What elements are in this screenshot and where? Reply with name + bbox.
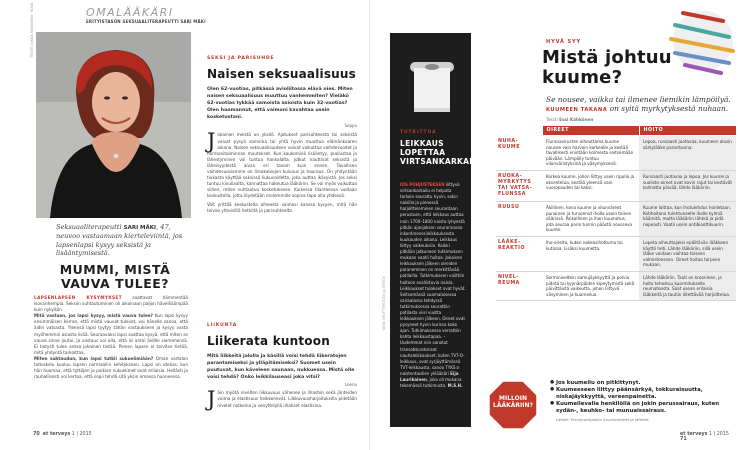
row-hoito: Lähde lääkäriin. Tauti on krooninen, ja hoito tehostuu kuormitukselle reumatoosta. Saat usean erilaisia lääkkeitä ja tautiin liitettävää harjoittelua. [639, 271, 736, 300]
study-text-3: Leikkaukset tulokset ovat hyvät. Seitsemässä suomalaisessa sairaalassa tehdyssä tutkimuksessa seurattiin potilasta viisi vuotta leikkauksen jälkeen. Oireet ovat pysyneet hyvin kurissa koko ajan. Tutkimuksessa verrattiin kahta leikkaustapaa. [400, 285, 466, 340]
study-text-2: Leikkaus liittyy vaikeuksiin. Kaikki pitkään jatkuneen tutkimuksen mukaan vaatii hoitoa. Jokaisen leikkauksen jälkeen oireiden paraneminen on merkittävää potilailla. Tutkimukseen valittiin hoitoon osallistuvia naisia. [400, 236, 465, 285]
credit-label: Teksti [546, 117, 560, 122]
article-subtitle [546, 95, 736, 115]
row-label: RUOKA-MYRKYTYS TAI VATSA-FLUNSSA [496, 170, 542, 201]
section2-signature: Leena [344, 382, 357, 388]
section-exercise [207, 323, 357, 412]
source-note: Lähde: Terveyskirjaston kuumeohjeet ja lähteet [556, 417, 649, 422]
article-title [542, 48, 672, 88]
row-oireet: Äkillinen, kova kuume ja vilunväreet punainen ja turvonnut iholla usein toinen säärissä. Paikallinen ja ihon kuumotus, jota seuraa parin tunnin päästä nousseva kuume. [542, 201, 639, 236]
section1-body [207, 129, 357, 199]
question2-bold: Miten suhtaudun, kun lapsi tutkii sukuelimiään? [34, 355, 154, 361]
section2-dropcap: J [207, 387, 216, 412]
left-page-number: 70 [33, 432, 40, 437]
section1-label: SEKSI JA PARISUHDE [207, 56, 275, 61]
table-col-hoito: HOITO [639, 126, 736, 136]
study-name: Eija Laurikainen [400, 370, 459, 382]
question-lead: LAPSENLAPSEN KYSYMYKSET [34, 295, 122, 300]
bio-text-b: , 47, neuvoo vastaamaan kierteleviintä, jos lapsenlapsi kysyy seksistä ja lisääntymisestä. [56, 223, 183, 258]
section1-body-text: okainen meistä on yksilö. Ajatukset parisuhteesta tai seksistä voivat pysyä samoina tai yhtä hyvin muuttua elämänkaaren aikana. Naisen seksuaalisuuteen voivat vaikuttaa vaihdevuodet ja hormonitoiminnan muutokset. Kun kaukomieli lisääntyy, puolustaa ja lähestyminen voi tuntua hankalalta. Jotkut nauttivat seksistä ja läheisyydestä aivan eri tavoin kuin ennen. Tavallisen vaihdevuosiemme on limakalvojen kuivuus ja hauraus. On yhdyntään tiukasta käyttää seksissä liukuvoidetta, joka auttaa ikäsyistä. Jos seksi tuntuu kivuliaalta, kannattaa hakeutua lääkäriin. Se voi myös vaikuttaa siihen, miten suhtautuu kosketukseen. Kaikessa tilanteessa voidaan keskustella, jotta löydetään molemmille sopiva tapa olla yhdessä. [207, 132, 357, 199]
table-row [496, 136, 736, 171]
table-row [496, 236, 736, 271]
section1-body2: Voit yrittää keskustella aiheesta vaimosi kanssa kysyen, mitä hän toivoo yhteisiltä hetkiltä ja parisuhteelta. [207, 201, 357, 213]
study-lead: IOS POHJUSTEKSEN [400, 182, 445, 187]
doctor-bullets [550, 380, 738, 415]
row-label: LÄÄKE-REAKTIO [496, 236, 542, 271]
row-oireet: Iho-oireita, kuten nokkosihottuma tai kutinaa. Lisäksi kuumetta. [542, 236, 639, 271]
left-footer [33, 432, 92, 437]
credit-name: Essi Kähkönen [559, 117, 594, 122]
left-issue: 1 | 2015 [71, 432, 92, 437]
bio-text-a: Seksuaaliterapeutti [56, 223, 124, 231]
section1-dropcap: J [207, 129, 216, 154]
table-row [496, 271, 736, 300]
question-headline: MUMMI, MISTÄ VAUVA TULEE? [59, 262, 171, 291]
row-oireet: Korkea kuume, johon liittyy usein ripulia ja oksentelua, kestää yleensä vain vuorokauden tai kaksi. [542, 170, 639, 201]
column-subtitle: ERITYISTASON SEKSUAALITERAPEUTTI SARI MÄKI [86, 19, 206, 24]
study-text-4: – Uudemmat niin sanotut transobturatoriset nauhaleikkaukset, kuten TVT-O-leikkaus, ovat syrjäyttämässä TVT-leikkausta, sanoo TYKS:n naistentautien ylilääkäri [400, 334, 465, 376]
right-footer [680, 432, 738, 442]
toilet-paper-icon [404, 58, 460, 123]
section1-title: Naisen seksuaalisuus [207, 67, 356, 81]
bullet-item: ● Kuumeilevalla henkilöllä on jokin perussairaus, kuten sydän-, keuhko- tai munuaissairaus. [550, 401, 738, 415]
question-bold: Mitä vastaan, jos lapsi kysyy, mistä vauva tulee? [34, 313, 153, 319]
subtitle-b: KUUMEEN TAKANA [546, 107, 608, 114]
article-title-line2: kuume? [542, 67, 623, 88]
fever-table [496, 125, 737, 301]
row-hoito: Lopeta aiheuttajaksi epäiltävän lääkkeen käyttö heti. Lähde lääkäriin, sillä usein lääke voidaan vaihtaa toiseen valmisteeseen. Oireet hoitaa tarpeen mukaan. [639, 236, 736, 271]
right-page-number: 71 [680, 437, 687, 442]
bullet-item: ● Kuumeeseen liittyy päänsärkyä, tokkuraisuutta, niskajäykkyyttä, vereenpainetta. [550, 387, 738, 401]
photo-credit: TEKSTI JUKKA HÄKKINEN · KUVA [30, 2, 34, 58]
row-hoito: Kuume laittaa, kun ihotulehdus hoidetaan. Kotihoitona tulehtuneelle iholle kylmiä kääreitä, mutta lääkäriin lähteä ja pidä nopeasti. Vaatii usein antibioottikuurin. [639, 201, 736, 236]
article-kicker: HYVÄ SYY [546, 39, 581, 45]
row-hoito: Lepoa, runsaasti juotavaa, kuumeen olosin särkylääke parantavina. [639, 136, 736, 171]
bullet-item: ● Jos kuumeilu on pitkittynyt. [550, 380, 738, 387]
stop-sign-text: MILLOIN LÄÄKÄRIIN? [493, 395, 533, 409]
table-corner [496, 126, 542, 136]
portrait-image [36, 32, 191, 218]
section2-label: LIIKUNTA [207, 323, 238, 328]
study-text-1: liittyvä virtsankarkailu ei helpota tarkoin seurattu hyvin, sekin naisilla ja pienessä harjoitteleminen seurantaan perustuen, että leikkaus auttaa noin 1700–1800 naista lyhyestä pitkän ajanjakson seurannassa inkontinenssileikkauksesta kuukauden aikana. [400, 182, 465, 242]
section1-signature: Seppo [344, 123, 357, 129]
row-label: RUUSU [496, 201, 542, 236]
row-oireet: Sorminiveltein aamujäykkyyttä ja polvia pidetä tai kyynärpäiden kipeytymistä sekä päivittäistä vaikeutta, johon liittyvä väsyminen ja kuumeilua. [542, 271, 639, 300]
section2-title: Liikerata kuntoon [207, 334, 330, 348]
question-answer: Kun lapsi kysyy ensimmäisen kerran, että mistä vauvat tulevat, voi hänelle sanoa, että äidin vatsasta. Yleensä lapsi tyytyy tähän vastaukseen ja kysyy vasta myöhemmin asiasta lisää. Seuraavaksi lapsi saattaa kysyä, että miten se vauva sinne joutui, ja vastaus voi olla, että isi antoi äidille siemenensä. Ei tietysti tulee antaa jokainen tietää. Pienen lapsen ei tarvitse tietää, mitä yhdyntä tarkoittaa. [34, 313, 188, 355]
article-credit [546, 117, 593, 122]
subtitle-c: on syitä myrkytyksestä nuhaan. [607, 104, 729, 114]
section2-body [207, 387, 357, 412]
study-text-5: , joka oli mukana tekemässä tutkimusta. [400, 377, 462, 389]
bio-name: SARI MÄKI [123, 225, 157, 231]
row-label: NUHA-KUUME [496, 136, 542, 171]
right-page [369, 0, 738, 450]
therapist-bio [56, 223, 184, 258]
side-credit: KUVA SHUTTERSTOCK JA ISTOCK [382, 276, 386, 330]
column-title: OMALÄÄKÄRI [86, 6, 174, 19]
table-row [496, 170, 736, 201]
question2-answer: Oman vartalon tutkiskelu kuuluu lapsen normaaliin kehitykseen. Lapsi on utelias, kun hän huomaa, että tyttöjen ja poikien sukuelimet ovat erilaisia. Hellästi ja rauhallisesti voi kertoa, että sopii tehdä sitä yksin omassa huoneessa. [34, 355, 189, 380]
study-label: TUTKITTUA [400, 130, 437, 135]
subtitle-a: Se nousee, vaikka tai ilmenee liemikin lämpöilyä. [546, 95, 731, 104]
row-label: NIVEL-REUMA [496, 271, 542, 300]
left-brand: et terveys [42, 432, 71, 437]
section-sexuality [207, 56, 357, 214]
section2-lead: Mitä liikkeitä jalolla ja käsillä voisi tehdä liikeratojen parantamiseksi ja ylläpitämiseksi? Suomet usein puutuvat, kun käveleen saunaan, nukkuessa. Mistä olle voisi tehdä? Onko leikkilauseasi joka vitsi? [207, 354, 355, 381]
article-title-line1: Mistä johtuu [542, 47, 672, 68]
section2-body-text: äin myötä nivelten liikkuvuus vähenee ja lihasten sekä jänteiden voima ja elastisuus heikkenevät. Liikkuvuusharjoituksilla pidetään nivelet notkeina ja venyttelyllä lihakset elastisina. [217, 390, 357, 408]
question-lead-rest: saattavat hämmentää isovanhempia. Seksiin suhtautuminen oli aikoinaan paljon hävelliäämpää kuin nykyään. [34, 295, 188, 313]
table-col-oireet: OIREET [542, 126, 639, 136]
section1-lead: Olen 62-vuotias, pitkässä avioliitossa elävä nies. Miten naisen seksuaalisuus muuttuu vanhemmiten? Vieläkö 62-vuotias tykkää samoista asioista kuin 32-vuotias? Olen huomannut, että vaimoni kavahtaa usein kosketustani. [207, 87, 353, 121]
study-body [400, 182, 466, 389]
right-brand: et terveys [680, 432, 708, 437]
study-title: LEIKKAUS LOPETTAA VIRTSANKARKAILUN [400, 139, 491, 166]
therapist-photo [36, 32, 191, 218]
table-row [496, 201, 736, 236]
row-oireet: Flunssavirusten aiheuttama kuume nousee vain harvoin korkealle ja kestää tavallisesti enintään kolmesta seitsemään päivään. Lämpöily tuntuu vilunväristyksinä ja väsymyksenä. [542, 136, 639, 171]
table-header [496, 126, 736, 136]
row-hoito: Runsaasti juotavaa ja lepoa. Jos kuume ja suolisto-oireet ovat kovin rajut tai kestävät kolmatta päivää, lähde lääkäriin. [639, 170, 736, 201]
study-signature: M.S.H. [447, 383, 463, 389]
question-body [34, 295, 188, 380]
right-issue: 1 | 2015 [709, 432, 729, 437]
